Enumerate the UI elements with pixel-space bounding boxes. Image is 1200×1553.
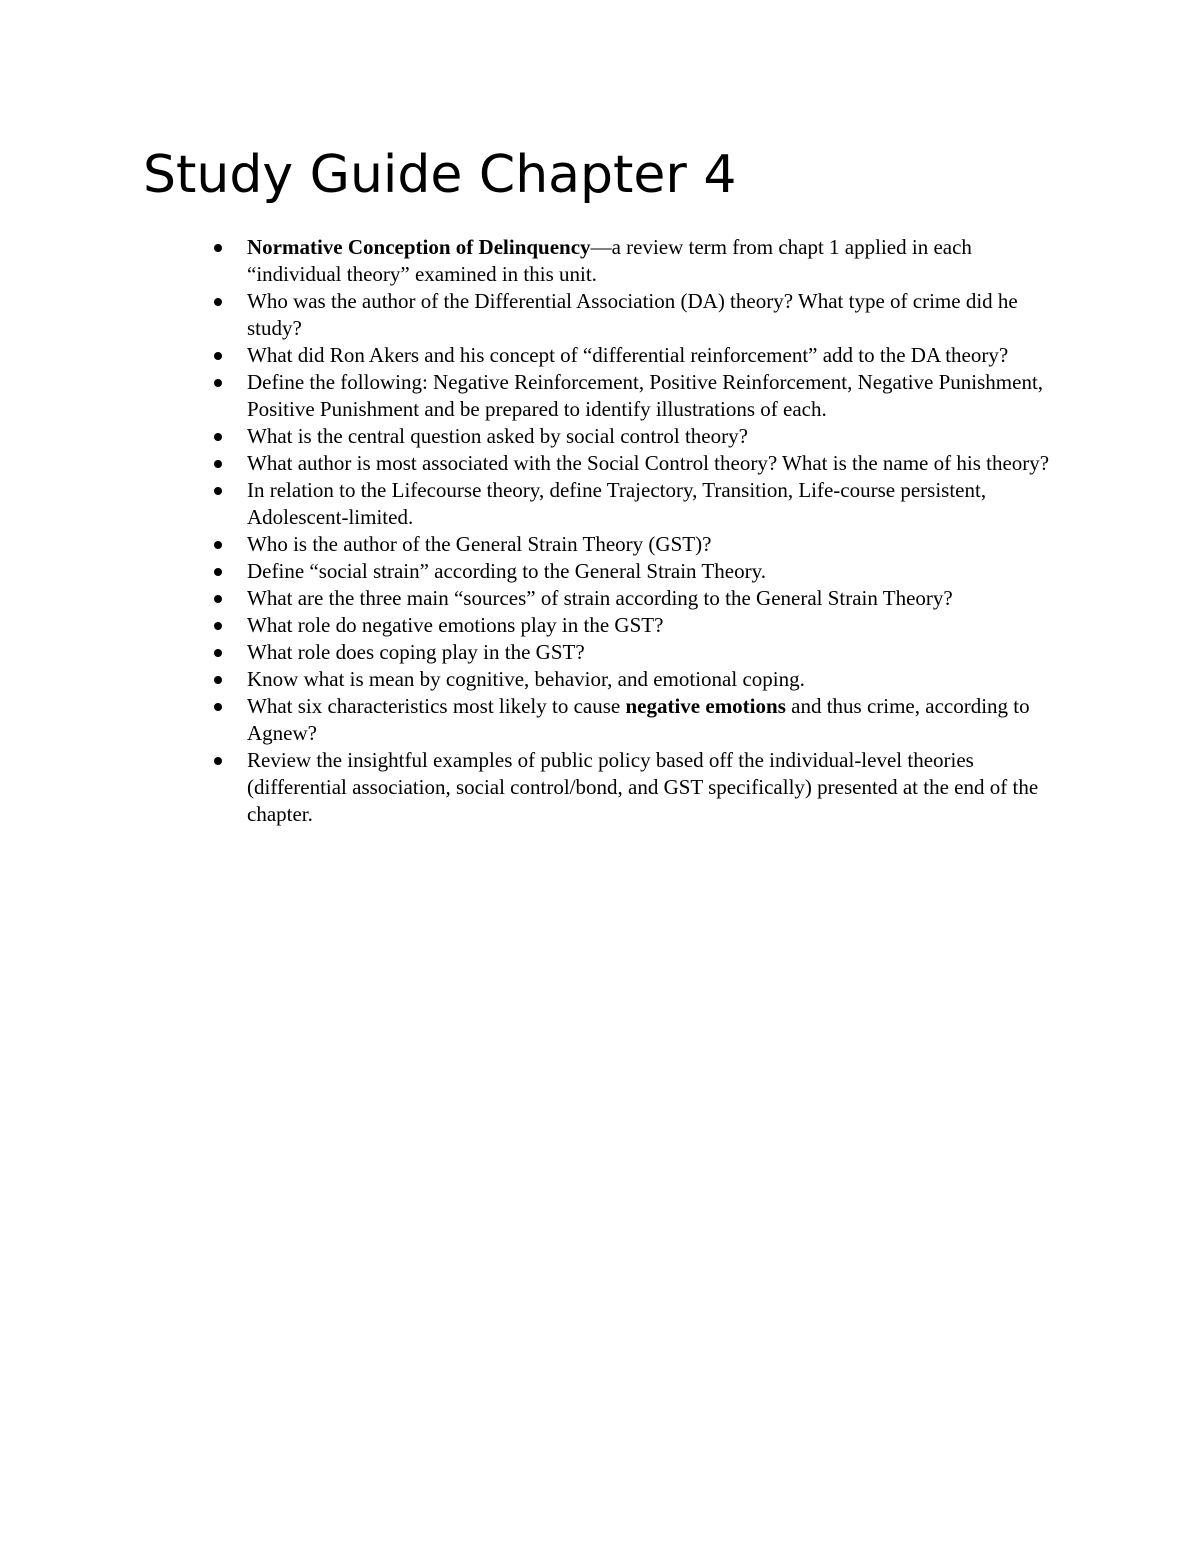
item-text: What is the central question asked by social control theory? (247, 424, 748, 448)
document-title: Study Guide Chapter 4 (143, 145, 737, 205)
item-text-after: and thus crime, according to Agnew? (247, 694, 1030, 745)
bullet-icon (214, 649, 222, 657)
item-text: Review the insightful examples of public policy based off the individual-level theories (differential association, social control/bond, and GST specifically) presented at the end of the chapter. (247, 748, 1039, 826)
item-text: In relation to the Lifecourse theory, define Trajectory, Transition, Life-course persistent, Adolescent-limited. (247, 478, 987, 529)
list-item (247, 639, 1067, 666)
list-item (247, 693, 1067, 747)
item-text: Know what is mean by cognitive, behavior, and emotional coping. (247, 667, 805, 691)
item-text: What author is most associated with the Social Control theory? What is the name of his theory? (247, 451, 1050, 475)
list-item (247, 369, 1067, 423)
bullet-icon (214, 568, 222, 576)
item-text: What role does coping play in the GST? (247, 640, 585, 664)
bullet-icon (214, 757, 222, 765)
list-item (247, 288, 1067, 342)
list-item (247, 747, 1067, 828)
list-item (247, 234, 1067, 288)
bullet-icon (214, 595, 222, 603)
study-question-list (247, 234, 1067, 828)
list-item (247, 450, 1067, 477)
bullet-icon (214, 460, 222, 468)
list-item (247, 666, 1067, 693)
item-text: What role do negative emotions play in the GST? (247, 613, 664, 637)
bullet-icon (214, 298, 222, 306)
bullet-icon (214, 703, 222, 711)
item-text: What are the three main “sources” of strain according to the General Strain Theory? (247, 586, 953, 610)
bullet-icon (214, 379, 222, 387)
item-text-before: What six characteristics most likely to cause (247, 694, 626, 718)
bullet-icon (214, 433, 222, 441)
bullet-icon (214, 244, 222, 252)
item-text: —a review term from chapt 1 applied in each “individual theory” examined in this unit. (247, 235, 972, 286)
bullet-icon (214, 352, 222, 360)
term-bold: negative emotions (625, 694, 786, 718)
bullet-icon (214, 676, 222, 684)
item-text: Define the following: Negative Reinforcement, Positive Reinforcement, Negative Punishment, Positive Punishment and be prepared to identify illustrations of each. (247, 370, 1044, 421)
list-item (247, 612, 1067, 639)
term-bold: Normative Conception of Delinquency (247, 235, 591, 259)
list-item (247, 477, 1067, 531)
item-text: What did Ron Akers and his concept of “differential reinforcement” add to the DA theory? (247, 343, 1009, 367)
list-item (247, 531, 1067, 558)
list-item (247, 423, 1067, 450)
bullet-icon (214, 622, 222, 630)
list-item (247, 342, 1067, 369)
item-text: Who is the author of the General Strain Theory (GST)? (247, 532, 712, 556)
list-item (247, 585, 1067, 612)
item-text: Define “social strain” according to the General Strain Theory. (247, 559, 766, 583)
item-text: Who was the author of the Differential Association (DA) theory? What type of crime did he study? (247, 289, 1018, 340)
bullet-icon (214, 541, 222, 549)
list-item (247, 558, 1067, 585)
bullet-icon (214, 487, 222, 495)
